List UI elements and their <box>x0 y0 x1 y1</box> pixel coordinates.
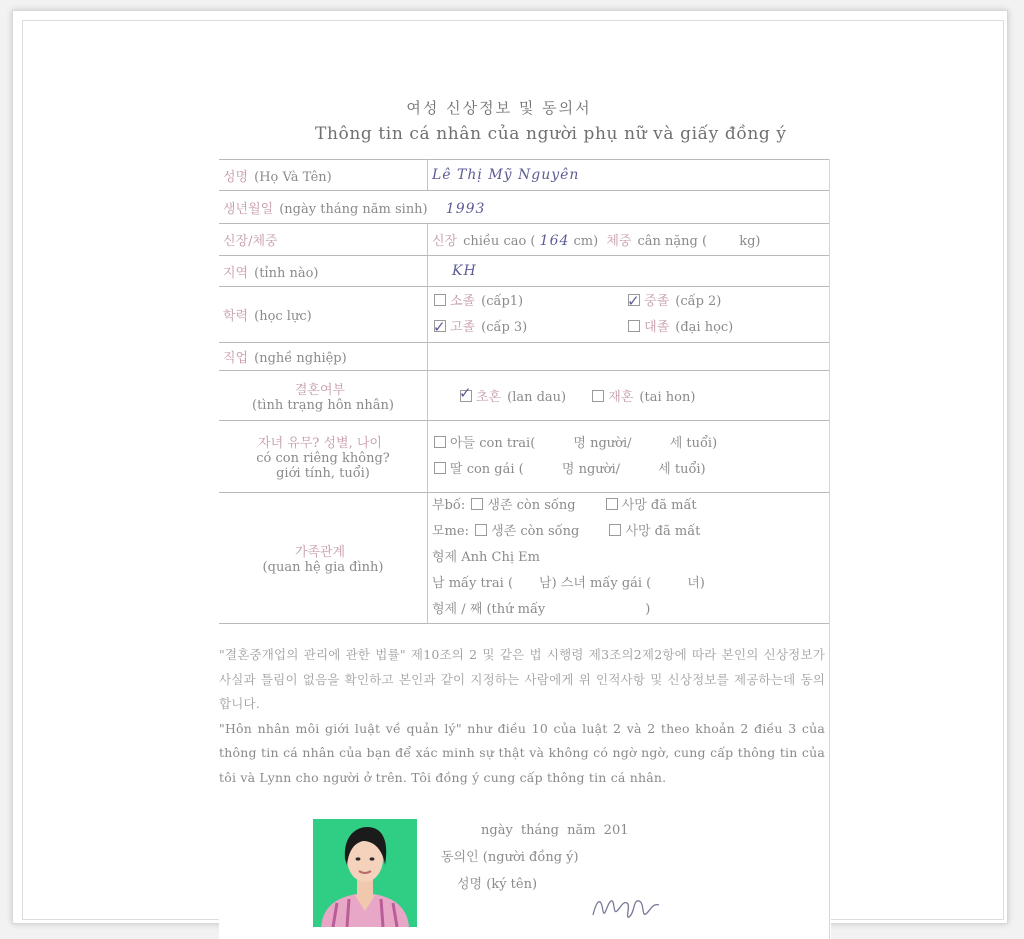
checkbox-icon[interactable] <box>628 320 640 332</box>
checkbox-icon[interactable] <box>606 498 618 510</box>
row-body <box>219 224 829 256</box>
mother-line: 모me: 생존 còn sống 사망 đã mất <box>432 524 701 539</box>
portrait-image <box>313 819 417 927</box>
row-education <box>219 287 829 343</box>
body-label: 신장/체중 <box>219 224 428 256</box>
son-line: 아들 con trai( 명 người/ 세 tuổi) <box>432 431 825 457</box>
checkbox-checked-icon[interactable] <box>460 390 472 402</box>
checkbox-icon[interactable] <box>434 436 446 448</box>
father-line: 부bố: 생존 còn sống 사망 đã mất <box>432 498 697 513</box>
body-cell: 신장 chiều cao ( 164 cm) 체중 cân nặng ( kg) <box>428 224 830 256</box>
signature-block <box>441 817 629 898</box>
marital-option-2[interactable]: 재혼 (tai hon) <box>590 390 695 405</box>
checkbox-checked-icon[interactable] <box>628 294 640 306</box>
consenter-label: 동의인 (người đồng ý) <box>441 850 579 865</box>
siblings-line: 형제 Anh Chị Em <box>432 550 540 565</box>
marital-label: 결혼여부 (tình trạng hôn nhân) <box>219 371 428 421</box>
education-label: 학력 (học lực) <box>219 287 428 343</box>
order-line: 형제 / 째 (thứ mấy ) <box>432 602 651 617</box>
applicant-photo <box>313 819 417 927</box>
checkbox-icon[interactable] <box>471 498 483 510</box>
edu-option-1[interactable]: 소졸 (cấp1) <box>432 289 622 315</box>
table-right-edge <box>829 159 830 939</box>
height-value: 164 <box>539 233 570 249</box>
row-occupation <box>219 343 829 371</box>
marital-option-1[interactable]: ✓ 초혼 (lan dau) <box>458 390 566 405</box>
handwritten-signature <box>589 889 669 927</box>
name-value: Lê Thị Mỹ Nguyên <box>432 167 580 183</box>
consent-vietnamese: "Hôn nhân môi giới luật về quản lý" như điều 10 của luật 2 và 2 theo khoản 2 điều 3 của thông tin cá nhân của bạn để xác minh sự thật và không có ngờ ngờ, cung cấp thông tin của tôi và Lynn cho người ở trên. Tôi đồng ý cung cấp thông tin cá nhân. <box>219 720 825 785</box>
edu-option-2[interactable]: ✓ 중졸 (cấp 2) <box>626 294 721 309</box>
title-vietnamese: Thông tin cá nhân của người phụ nữ và giấy đồng ý <box>315 124 787 144</box>
signature-name-label: 성명 (ký tên) <box>457 877 538 892</box>
row-children <box>219 421 829 493</box>
checkbox-icon[interactable] <box>434 462 446 474</box>
date-line: ngày tháng năm 201 <box>481 823 629 838</box>
edu-option-4[interactable]: 대졸 (đại học) <box>626 320 733 335</box>
children-label: 자녀 유무? 성별, 나이 có con riêng không? giới tính, tuổi) <box>219 421 428 493</box>
birth-cell: 생년월일 (ngày tháng năm sinh) 1993 <box>219 191 829 224</box>
province-cell <box>428 256 830 287</box>
checkbox-icon[interactable] <box>592 390 604 402</box>
province-label: 지역 (tỉnh nào) <box>219 256 428 287</box>
document-viewport <box>22 20 1004 920</box>
family-label: 가족관계 (quan hệ gia đình) <box>219 493 428 624</box>
province-value: KH <box>452 263 477 279</box>
children-cell <box>428 421 830 493</box>
row-birth <box>219 191 829 224</box>
marital-cell <box>428 371 830 421</box>
consent-korean: "결혼중개업의 관리에 관한 법률" 제10조의 2 및 같은 법 시행령 제3조의2제2항에 따라 본인의 신상정보가 사실과 틀림이 없음을 확인하고 본인과 같이 지정하는 사람에게 위 인적사항 및 신상정보를 제공하는데 동의합니다. <box>219 647 825 711</box>
birth-value: 1993 <box>445 200 486 217</box>
row-family <box>219 493 829 624</box>
checkbox-icon[interactable] <box>475 524 487 536</box>
checkbox-checked-icon[interactable] <box>434 320 446 332</box>
info-table <box>219 159 829 624</box>
occupation-value <box>428 343 830 371</box>
row-province <box>219 256 829 287</box>
checkbox-icon[interactable] <box>609 524 621 536</box>
row-name <box>219 160 829 191</box>
signature-scribble-icon <box>589 889 669 923</box>
family-cell <box>428 493 830 624</box>
edu-option-3[interactable]: ✓고졸 (cấp 3) <box>432 315 622 341</box>
name-value-cell <box>428 160 830 191</box>
form-paper <box>219 81 831 939</box>
brothers-sisters-line: 남 mấy trai ( 남) 스녀 mấy gái ( 녀) <box>432 576 705 591</box>
title-korean: 여성 신상정보 및 동의서 <box>406 99 592 117</box>
consent-text <box>219 643 825 790</box>
daughter-line: 딸 con gái ( 명 người/ 세 tuổi) <box>432 457 825 483</box>
row-marital <box>219 371 829 421</box>
occupation-label: 직업 (nghề nghiệp) <box>219 343 428 371</box>
education-cell <box>428 287 830 343</box>
checkbox-icon[interactable] <box>434 294 446 306</box>
name-label: 성명 (Họ Và Tên) <box>219 160 428 191</box>
